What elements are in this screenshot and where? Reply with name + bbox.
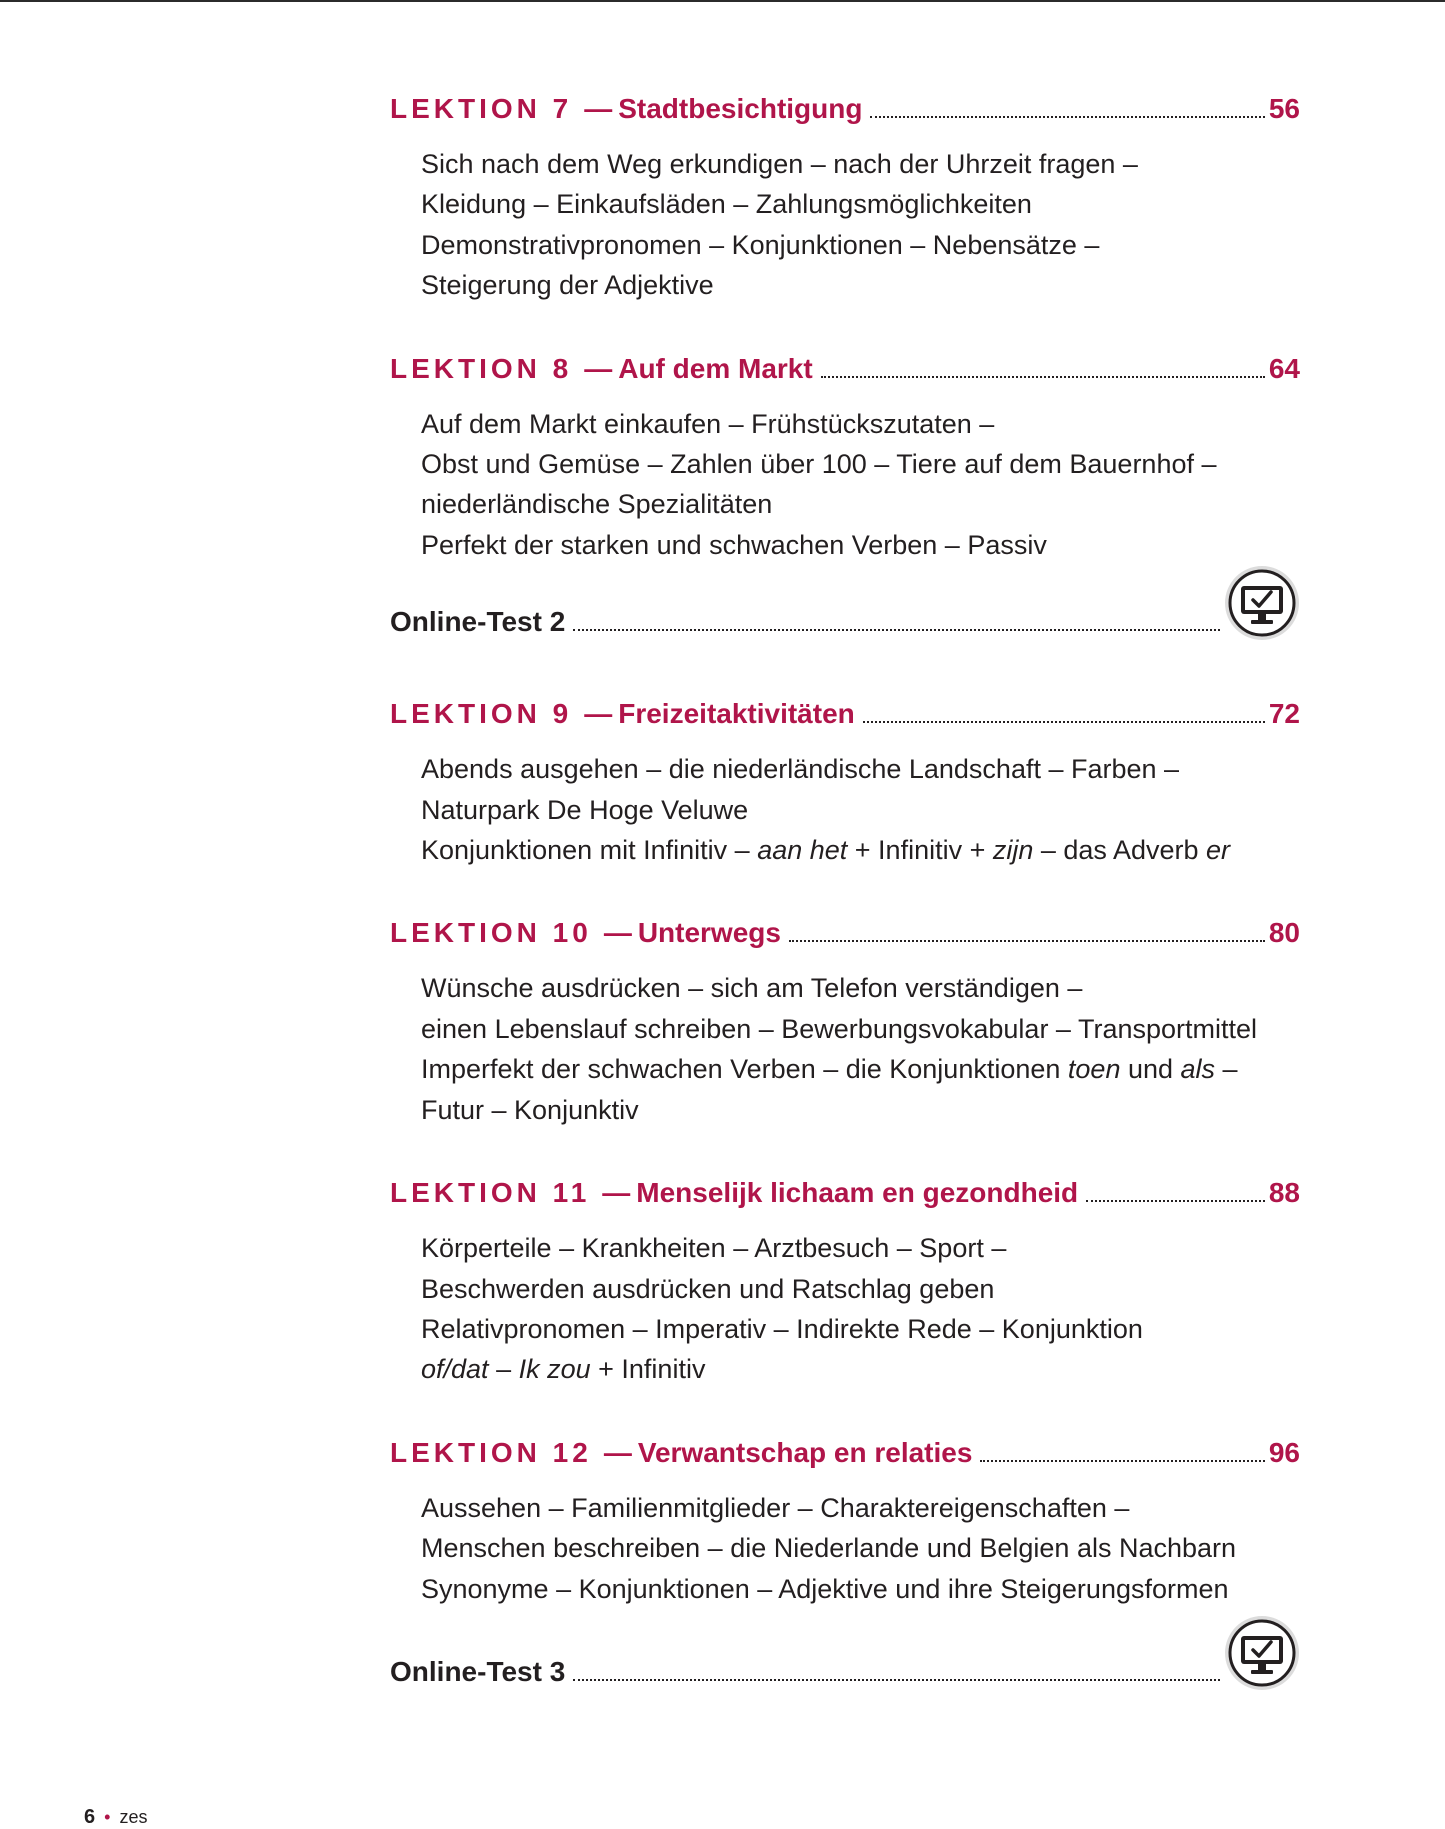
- lesson-title: Verwantschap en relaties: [637, 1436, 973, 1468]
- page-number: 56: [1268, 93, 1300, 124]
- leader-dots: [821, 376, 1265, 378]
- text: Imperfekt der schwachen Verben – die Konjunktionen: [421, 1054, 1068, 1085]
- lesson-heading[interactable]: [390, 1436, 1300, 1470]
- page-footer: [84, 1806, 147, 1829]
- text: –: [488, 1354, 519, 1385]
- topic-line: Naturpark De Hoge Veluwe: [421, 794, 749, 825]
- leader-dots: [870, 116, 1264, 118]
- page-number: 88: [1268, 1177, 1300, 1209]
- italic-term: Ik zou: [518, 1354, 591, 1385]
- toc-entry-lektion-8: [390, 352, 1300, 566]
- online-test-3[interactable]: [390, 1655, 1300, 1689]
- lesson-dash: —: [584, 698, 613, 730]
- topic-line: Aussehen – Familienmitglieder – Charaktereigenschaften –: [421, 1492, 1130, 1523]
- topic-line: Steigerung der Adjektive: [421, 270, 714, 301]
- lesson-label: LEKTION 10: [390, 917, 592, 949]
- lesson-heading[interactable]: [390, 352, 1300, 386]
- italic-term: aan het: [757, 835, 848, 866]
- lesson-title: Stadtbesichtigung: [618, 93, 863, 124]
- topic-line: [421, 1349, 1300, 1389]
- topic-line: Kleidung – Einkaufsläden – Zahlungsmöglichkeiten: [421, 189, 1032, 220]
- italic-term: er: [1206, 835, 1231, 866]
- computer-check-icon: [1224, 1615, 1300, 1691]
- lesson-label: LEKTION 11: [390, 1177, 591, 1209]
- italic-term: als: [1180, 1054, 1216, 1085]
- topic-line: Abends ausgehen – die niederländische Landschaft – Farben –: [421, 754, 1180, 785]
- topic-line: Sich nach dem Weg erkundigen – nach der Uhrzeit fragen –: [421, 149, 1138, 179]
- topic-line: Relativpronomen – Imperativ – Indirekte Rede – Konjunktion: [421, 1313, 1143, 1344]
- lesson-topics: [390, 749, 1300, 870]
- computer-check-icon: [1224, 565, 1300, 641]
- topic-line: Wünsche ausdrücken – sich am Telefon verständigen –: [421, 973, 1083, 1004]
- footer-bullet: •: [104, 1807, 111, 1827]
- lesson-title: Menselijk lichaam en gezondheid: [636, 1177, 1079, 1209]
- lesson-heading[interactable]: [390, 697, 1300, 731]
- italic-term: of/dat: [421, 1354, 489, 1385]
- online-test-label: Online-Test 2: [390, 606, 566, 638]
- lesson-topics: [390, 144, 1300, 306]
- text: + Infinitiv +: [847, 835, 993, 866]
- table-of-contents: [390, 92, 1300, 1747]
- lesson-title: Auf dem Markt: [618, 352, 813, 384]
- page-number: 80: [1268, 917, 1300, 949]
- topic-line: Futur – Konjunktiv: [421, 1094, 639, 1125]
- lesson-title: Unterwegs: [637, 917, 781, 949]
- toc-entry-lektion-10: [390, 916, 1300, 1130]
- lesson-dash: —: [603, 1436, 632, 1468]
- italic-term: zijn: [992, 835, 1034, 866]
- lesson-label: LEKTION 9: [390, 698, 573, 730]
- text: –: [1215, 1054, 1238, 1085]
- page-number: 96: [1268, 1436, 1300, 1468]
- lesson-dash: —: [584, 352, 613, 384]
- top-rule: [0, 0, 1445, 2]
- lesson-title: Freizeitaktivitäten: [618, 698, 855, 730]
- page-number: 64: [1268, 352, 1300, 384]
- lesson-heading[interactable]: [390, 92, 1300, 126]
- online-test-2[interactable]: [390, 605, 1300, 639]
- topic-line: [421, 1049, 1300, 1089]
- leader-dots: [1086, 1200, 1265, 1202]
- topic-line: Menschen beschreiben – die Niederlande und Belgien als Nachbarn: [421, 1533, 1237, 1564]
- text: + Infinitiv: [590, 1354, 706, 1385]
- online-test-label: Online-Test 3: [390, 1655, 566, 1687]
- leader-dots: [863, 721, 1265, 723]
- lesson-dash: —: [584, 93, 613, 124]
- page-number: 72: [1268, 698, 1300, 730]
- footer-page-number: 6: [84, 1806, 96, 1828]
- lesson-heading[interactable]: [390, 1176, 1300, 1210]
- topic-line: Synonyme – Konjunktionen – Adjektive und ihre Steigerungsformen: [421, 1573, 1229, 1604]
- topic-line: Perfekt der starken und schwachen Verben – Passiv: [421, 529, 1047, 560]
- footer-page-word: zes: [119, 1807, 148, 1827]
- leader-dots: [573, 629, 1220, 631]
- topic-line: [421, 830, 1300, 870]
- topic-line: Beschwerden ausdrücken und Ratschlag geben: [421, 1273, 995, 1304]
- lesson-label: LEKTION 8: [390, 352, 573, 384]
- lesson-topics: [390, 968, 1300, 1130]
- text: Konjunktionen mit Infinitiv –: [421, 835, 758, 866]
- leader-dots: [980, 1460, 1264, 1462]
- lesson-topics: [390, 1488, 1300, 1609]
- lesson-topics: [390, 1228, 1300, 1390]
- toc-entry-lektion-9: [390, 697, 1300, 870]
- text: und: [1120, 1054, 1181, 1085]
- topic-line: Auf dem Markt einkaufen – Frühstückszutaten –: [421, 408, 995, 439]
- topic-line: einen Lebenslauf schreiben – Bewerbungsvokabular – Transportmittel: [421, 1013, 1258, 1044]
- italic-term: toen: [1067, 1054, 1121, 1085]
- topic-line: niederländische Spezialitäten: [421, 489, 773, 520]
- lesson-dash: —: [602, 1177, 631, 1209]
- topic-line: Obst und Gemüse – Zahlen über 100 – Tiere auf dem Bauernhof –: [421, 449, 1217, 480]
- leader-dots: [573, 1679, 1220, 1681]
- topic-line: Körperteile – Krankheiten – Arztbesuch – Sport –: [421, 1233, 1007, 1264]
- leader-dots: [789, 940, 1265, 942]
- toc-entry-lektion-11: [390, 1176, 1300, 1390]
- lesson-label: LEKTION 7: [390, 93, 573, 124]
- text: – das Adverb: [1033, 835, 1206, 866]
- lesson-topics: [390, 404, 1300, 566]
- lesson-label: LEKTION 12: [390, 1436, 592, 1468]
- toc-entry-lektion-7: [390, 92, 1300, 306]
- toc-entry-lektion-12: [390, 1436, 1300, 1609]
- lesson-heading[interactable]: [390, 916, 1300, 950]
- lesson-dash: —: [603, 917, 632, 949]
- topic-line: Demonstrativpronomen – Konjunktionen – Nebensätze –: [421, 229, 1100, 260]
